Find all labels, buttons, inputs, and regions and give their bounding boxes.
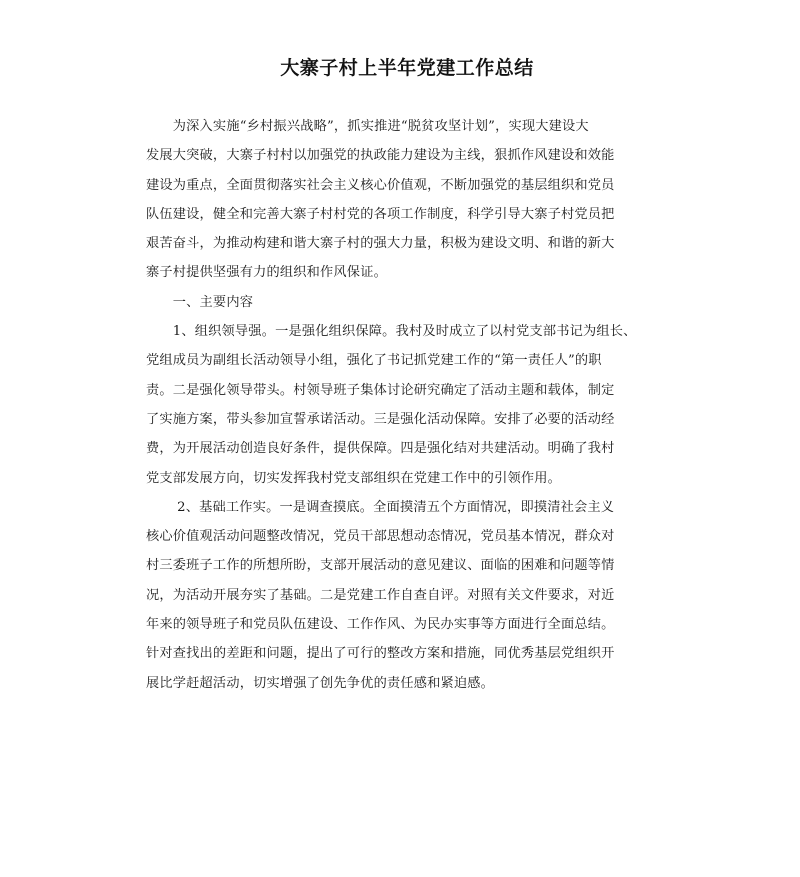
text-line: 针对查找出的差距和问题，提出了可行的整改方案和措施，同优秀基层党组织开 bbox=[146, 646, 615, 662]
text-line: 队伍建设，健全和完善大寨子村村党的各项工作制度，科学引导大寨子村党员把 bbox=[146, 206, 615, 222]
document-body bbox=[146, 112, 676, 698]
text-line: 了实施方案，带头参加宣誓承诺活动。三是强化活动保障。安排了必要的活动经 bbox=[146, 411, 615, 427]
text-line: 艰苦奋斗，为推动构建和谐大寨子村的强大力量，积极为建设文明、和谐的新大 bbox=[146, 236, 615, 252]
text-line: 核心价值观活动问题整改情况，党员干部思想动态情况，党员基本情况，群众对 bbox=[146, 529, 615, 545]
text-line: 展比学赶超活动，切实增强了创先争优的责任感和紧迫感。 bbox=[146, 675, 495, 691]
text-line: 责。二是强化领导带头。村领导班子集体讨论研究确定了活动主题和载体，制定 bbox=[146, 382, 615, 398]
text-line: 发展大突破，大寨子村村以加强党的执政能力建设为主线，狠抓作风建设和效能 bbox=[146, 148, 615, 164]
text-line: 村三委班子工作的所想所盼，支部开展活动的意见建议、面临的困难和问题等情 bbox=[146, 558, 615, 574]
text-line: 况，为活动开展夯实了基础。二是党建工作自查自评。对照有关文件要求，对近 bbox=[146, 587, 615, 603]
document-title: 大寨子村上半年党建工作总结 bbox=[280, 57, 534, 79]
text-line: 寨子村提供坚强有力的组织和作风保证。 bbox=[146, 265, 387, 281]
text-line: 年来的领导班子和党员队伍建设、工作作风、为民办实事等方面进行全面总结。 bbox=[146, 617, 615, 633]
text-line: 2、基础工作实。一是调查摸底。全面摸清五个方面情况，即摸清社会主义 bbox=[146, 499, 615, 515]
text-line: 党组成员为副组长活动领导小组，强化了书记抓党建工作的“第一责任人”的职 bbox=[146, 353, 602, 369]
text-line: 1、组织领导强。一是强化组织保障。我村及时成立了以村党支部书记为组长、 bbox=[146, 324, 637, 340]
section-heading: 一、主要内容 bbox=[146, 294, 254, 310]
text-line: 费，为开展活动创造良好条件，提供保障。四是强化结对共建活动。明确了我村 bbox=[146, 441, 615, 457]
text-line: 建设为重点，全面贯彻落实社会主义核心价值观，不断加强党的基层组织和党员 bbox=[146, 177, 615, 193]
text-line: 党支部发展方向，切实发挥我村党支部组织在党建工作中的引领作用。 bbox=[146, 470, 562, 486]
text-line: 为深入实施“乡村振兴战略”，抓实推进“脱贫攻坚计划”，实现大建设大 bbox=[146, 119, 589, 134]
